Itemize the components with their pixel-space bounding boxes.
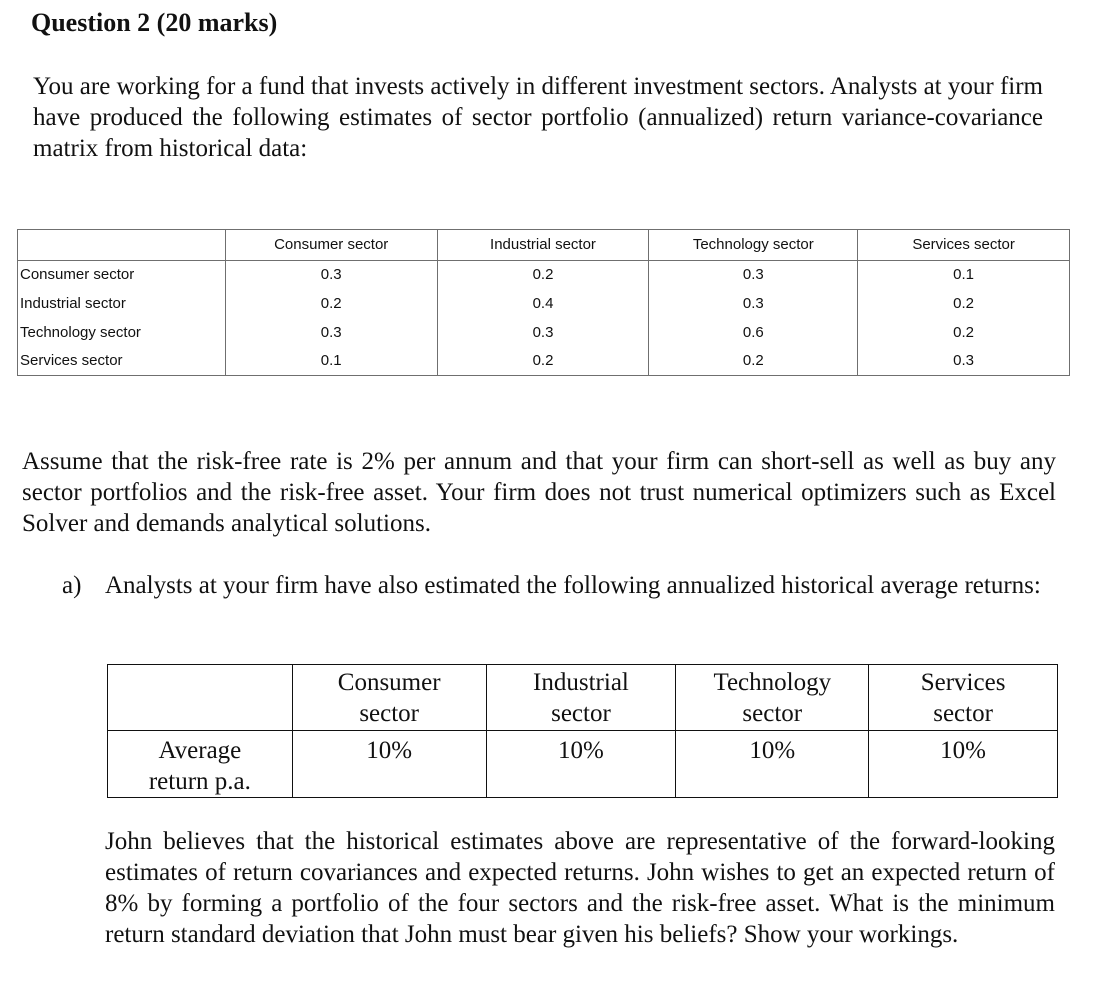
covariance-cell: 0.3	[649, 260, 858, 289]
covariance-row	[18, 260, 1070, 289]
part-a-text: Analysts at your firm have also estimated the following annualized historical average returns:	[105, 572, 1041, 599]
returns-corner-cell	[108, 665, 293, 731]
returns-data-row	[108, 731, 1058, 798]
covariance-cell: 0.2	[858, 318, 1070, 347]
covariance-cell: 0.2	[437, 260, 649, 289]
question-paragraph: John believes that the historical estimates above are representative of the forward-looking estimates of return covariances and expected returns. John wishes to get an expected return of 8% by forming a portfolio of the four sectors and the risk-free asset. What is the minimum return standard deviation that John must bear given his beliefs? Show your workings.	[105, 828, 1055, 948]
covariance-row-label: Services sector	[18, 346, 226, 375]
covariance-cell: 0.2	[437, 346, 649, 375]
covariance-row-label: Technology sector	[18, 318, 226, 347]
covariance-cell: 0.3	[858, 346, 1070, 375]
part-a-item	[62, 570, 1055, 601]
covariance-row	[18, 318, 1070, 347]
covariance-cell: 0.2	[649, 346, 858, 375]
covariance-column-header: Consumer sector	[225, 230, 437, 261]
intro-paragraph: You are working for a fund that invests actively in different investment sectors. Analysts at your firm have produced the following estimates of sector portfolio (annualized) return variance-covariance matrix from historical data:	[33, 73, 1043, 162]
returns-cell: 10%	[292, 731, 486, 798]
returns-column-header: Industrial sector	[486, 665, 676, 731]
covariance-cell: 0.3	[225, 318, 437, 347]
covariance-cell: 0.3	[225, 260, 437, 289]
covariance-row-label: Industrial sector	[18, 289, 226, 318]
covariance-matrix-table	[17, 229, 1070, 376]
covariance-corner-cell	[18, 230, 226, 261]
question-heading: Question 2 (20 marks)	[31, 8, 278, 37]
returns-column-header: Services sector	[869, 665, 1058, 731]
returns-column-header: Consumer sector	[292, 665, 486, 731]
covariance-cell: 0.6	[649, 318, 858, 347]
covariance-cell: 0.3	[437, 318, 649, 347]
covariance-column-header: Services sector	[858, 230, 1070, 261]
assumption-paragraph: Assume that the risk-free rate is 2% per annum and that your firm can short-sell as well as buy any sector portfolios and the risk-free asset. Your firm does not trust numerical optimizers such as Excel Solver and demands analytical solutions.	[22, 448, 1056, 537]
covariance-row	[18, 346, 1070, 375]
returns-header-row	[108, 665, 1058, 731]
returns-column-header: Technology sector	[676, 665, 869, 731]
covariance-column-header: Industrial sector	[437, 230, 649, 261]
covariance-cell: 0.4	[437, 289, 649, 318]
covariance-row	[18, 289, 1070, 318]
returns-row-label: Average return p.a.	[108, 731, 293, 798]
covariance-row-label: Consumer sector	[18, 260, 226, 289]
covariance-cell: 0.2	[225, 289, 437, 318]
covariance-column-header: Technology sector	[649, 230, 858, 261]
covariance-cell: 0.3	[649, 289, 858, 318]
average-returns-table	[107, 664, 1058, 798]
returns-cell: 10%	[676, 731, 869, 798]
covariance-header-row	[18, 230, 1070, 261]
returns-cell: 10%	[869, 731, 1058, 798]
part-a-label: a)	[62, 572, 82, 599]
covariance-cell: 0.1	[225, 346, 437, 375]
covariance-cell: 0.1	[858, 260, 1070, 289]
returns-cell: 10%	[486, 731, 676, 798]
covariance-cell: 0.2	[858, 289, 1070, 318]
